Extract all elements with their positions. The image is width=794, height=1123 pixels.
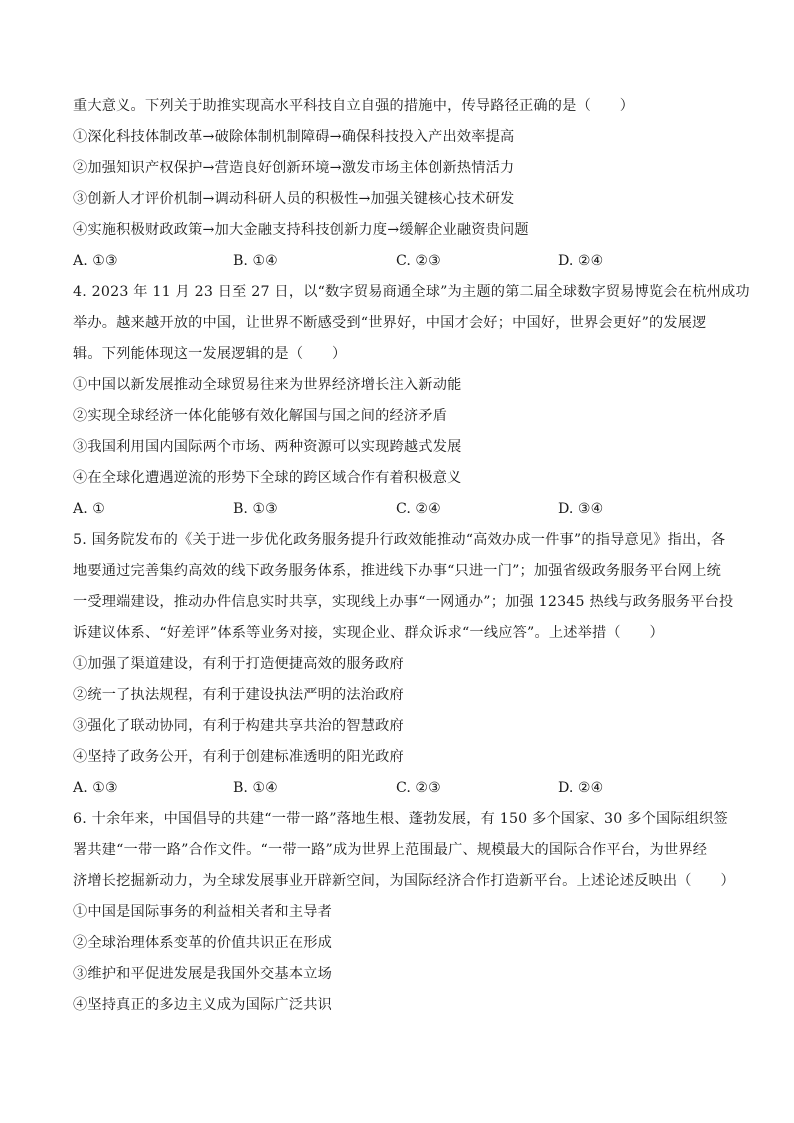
q4-statement-3: ③我国利用国内国际两个市场、两种资源可以实现跨越式发展 — [73, 439, 462, 455]
q4-stem-line-2: 举办。越来越开放的中国，让世界不断感受到“世界好，中国才会好；中国好，世界会更好”的发展逻 — [73, 315, 707, 331]
q5-statement-3: ③强化了联动协同，有利于构建共享共治的智慧政府 — [73, 718, 404, 734]
q6-stem-line-2: 署共建“一带一路”合作文件。“一带一路”成为世界上范围最广、规模最大的国际合作平台，为世界经 — [73, 842, 708, 858]
q5-option-b: B. ①④ — [233, 780, 278, 796]
q6-stem-line-1: 6. 十余年来，中国倡导的共建“一带一路”落地生根、蓬勃发展，有 150 多个国家、30 多个国际组织签 — [73, 811, 728, 827]
q4-statement-4: ④在全球化遭遇逆流的形势下全球的跨区域合作有着积极意义 — [73, 470, 462, 486]
q5-stem-line-4: 诉建议体系、“好差评”体系等业务对接，实现企业、群众诉求“一线应答”。上述举措（ ） — [73, 625, 664, 641]
q3-statement-3: ③创新人才评价机制→调动科研人员的积极性→加强关键核心技术研发 — [73, 191, 515, 207]
q5-option-d: D. ②④ — [558, 780, 604, 796]
q3-statement-1: ①深化科技体制改革→破除体制机制障碍→确保科技投入产出效率提高 — [73, 129, 515, 145]
q3-option-a: A. ①③ — [73, 253, 118, 269]
q4-option-c: C. ②④ — [396, 501, 441, 517]
q5-stem-line-2: 地要通过完善集约高效的线下政务服务体系，推进线下办事“只进一门”；加强省级政务服务平台网上统 — [73, 563, 721, 579]
q3-option-d: D. ②④ — [558, 253, 604, 269]
q3-option-c: C. ②③ — [396, 253, 441, 269]
q4-stem-line-1: 4. 2023 年 11 月 23 日至 27 日，以“数字贸易商通全球”为主题的第二届全球数字贸易博览会在杭州成功 — [73, 284, 750, 300]
q4-statement-1: ①中国以新发展推动全球贸易往来为世界经济增长注入新动能 — [73, 377, 462, 393]
q4-option-d: D. ③④ — [558, 501, 604, 517]
q3-statement-4: ④实施积极财政政策→加大金融支持科技创新力度→缓解企业融资贵问题 — [73, 222, 529, 238]
q5-stem-line-3: 一受理端建设，推动办件信息实时共享，实现线上办事“一网通办”；加强 12345 热线与政务服务平台投 — [73, 594, 734, 610]
q4-option-b: B. ①③ — [233, 501, 278, 517]
q4-statement-2: ②实现全球经济一体化能够有效化解国与国之间的经济矛盾 — [73, 408, 448, 424]
q6-statement-4: ④坚持真正的多边主义成为国际广泛共识 — [73, 997, 332, 1013]
q3-statement-2: ②加强知识产权保护→营造良好创新环境→激发市场主体创新热情活力 — [73, 160, 515, 176]
q5-stem-line-1: 5. 国务院发布的《关于进一步优化政务服务提升行政效能推动“高效办成一件事”的指导意见》指出，各 — [73, 532, 726, 548]
q5-option-a: A. ①③ — [73, 780, 118, 796]
q3-stem-tail: 重大意义。下列关于助推实现高水平科技自立自强的措施中，传导路径正确的是（ ） — [73, 98, 635, 114]
q6-stem-line-3: 济增长挖掘新动力，为全球发展事业开辟新空间，为国际经济合作打造新平台。上述论述反映出（ ） — [73, 873, 735, 889]
q4-stem-line-3: 辑。下列能体现这一发展逻辑的是（ ） — [73, 346, 347, 362]
q6-statement-2: ②全球治理体系变革的价值共识正在形成 — [73, 935, 332, 951]
q6-statement-3: ③维护和平促进发展是我国外交基本立场 — [73, 966, 332, 982]
q3-option-b: B. ①④ — [233, 253, 278, 269]
q5-statement-2: ②统一了执法规程，有利于建设执法严明的法治政府 — [73, 687, 404, 703]
q5-option-c: C. ②③ — [396, 780, 441, 796]
q4-option-a: A. ① — [73, 501, 105, 517]
q5-statement-4: ④坚持了政务公开，有利于创建标准透明的阳光政府 — [73, 749, 404, 765]
q5-statement-1: ①加强了渠道建设，有利于打造便捷高效的服务政府 — [73, 656, 404, 672]
q6-statement-1: ①中国是国际事务的利益相关者和主导者 — [73, 904, 332, 920]
